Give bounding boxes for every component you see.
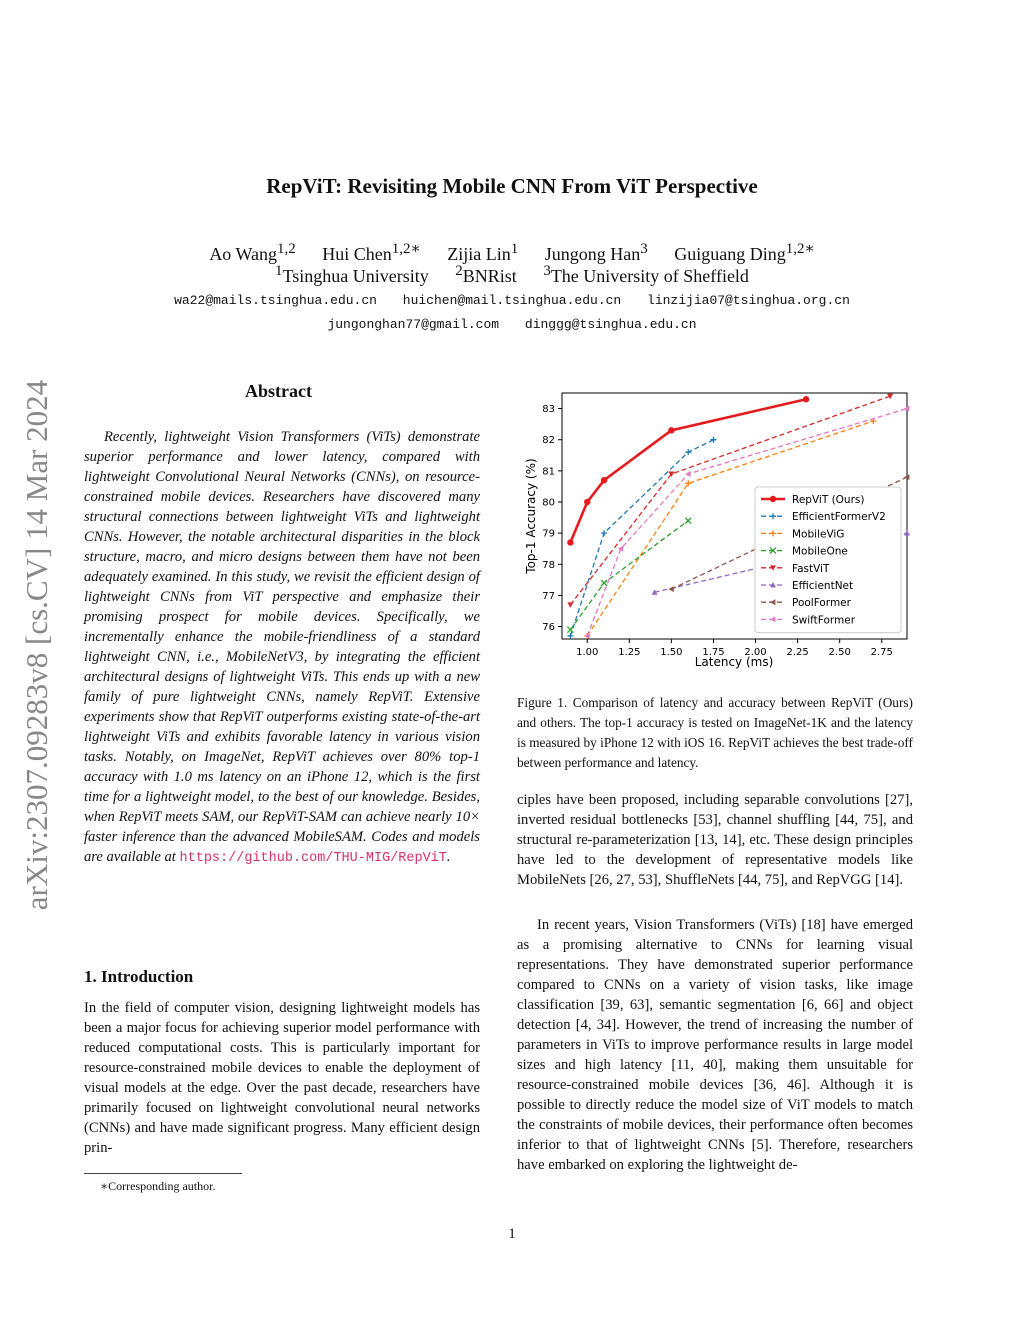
latency-accuracy-chart — [517, 387, 917, 673]
data-point — [567, 627, 573, 633]
data-point — [567, 539, 573, 545]
introduction-heading: 1. Introduction — [84, 967, 194, 986]
arxiv-identifier — [8, 350, 66, 940]
y-axis-ticks — [542, 404, 562, 633]
data-point — [685, 449, 691, 455]
y-tick-label: 77 — [542, 590, 555, 602]
affiliation-1: $^1$Tsinghua University — [275, 263, 429, 286]
data-point — [584, 499, 590, 505]
author-1: Ao Wang$^{1,2}$ — [209, 241, 296, 264]
right-column-paragraph-2: In recent years, Vision Transformers (ViTs) [18] have emerged as a promising alternative to CNNs for learning visual representations. They have demonstrated superior performance compared to CNNs on a variety of vision tasks, like image classification [39, 63], semantic segmentation [6, 66] and object detection [4, 34]. However, the trend of increasing the number of parameters in ViTs to improve performance results in large model sizes and high latency [11, 40], making them unsuitable for resource-constrained mobile devices [36, 46]. Although it is possible to directly reduce the model size of ViT models to match the constraints of mobile devices, their performance often becomes inferior to that of lightweight CNNs [5]. Therefore, researchers have embarked on exploring the lightweight de- — [517, 917, 913, 1173]
legend-label: MobileViG — [792, 528, 845, 541]
author-list — [0, 239, 1024, 265]
email[interactable]: huichen@mail.tsinghua.edu.cn — [402, 293, 622, 308]
abstract-body: Recently, lightweight Vision Transformers (ViTs) demonstrate superior performance and lower latency, compared with lightweight Convolutional Neural Networks (CNNs), on resource-constrained mobile devices. Researchers have discovered many structural connections between lightweight ViTs and lightweight CNNs. However, the notable architectural disparities in the block structure, macro, and micro designs between them have not been adequately examined. In this study, we revisit the efficient design of lightweight CNNs from ViT perspective and emphasize their promising prospect for mobile devices. Specifically, we incrementally enhance the mobile-friendliness of a standard lightweight CNN, i.e., MobileNetV3, by integrating the efficient architectural designs of lightweight ViTs. This ends up with a new family of pure lightweight CNNs, namely RepViT. Extensive experiments show that RepViT outperforms existing state-of-the-art lightweight ViTs and exhibits favorable latency in various vision tasks. Notably, on ImageNet, RepViT achieves over 80% top-1 accuracy with 1.0 ms latency on an iPhone 12, which is the first time for a lightweight model, to the best of our knowledge. Besides, when RepViT meets SAM, our RepViT-SAM can achieve nearly 10× faster inference than the advanced MobileSAM. Codes and models are available at https://github.com/THU-MIG/RepViT. — [84, 429, 480, 866]
y-tick-label: 78 — [542, 559, 555, 571]
arxiv-identifier-text: arXiv:2307.09283v8 [cs.CV] 14 Mar 2024 — [19, 379, 54, 911]
affiliation-2: $^2$BNRist — [455, 263, 517, 286]
legend-marker — [770, 496, 776, 502]
figure-caption: Figure 1. Comparison of latency and accuracy between RepViT (Ours) and others. The top-1 accuracy is tested on ImageNet-1K and the latency is measured by iPhone 12 with iOS 16. RepViT achieves the best trade-off between performance and latency. — [517, 695, 913, 770]
email[interactable]: linzijia07@tsinghua.org.cn — [647, 293, 850, 308]
affiliation-list — [0, 263, 1024, 287]
data-point — [904, 530, 910, 535]
author-5: Guiguang Ding$^{1,2∗}$ — [674, 241, 815, 264]
y-tick-label: 80 — [542, 497, 555, 509]
series-line — [570, 521, 688, 630]
data-point — [685, 518, 691, 524]
email-row-2 — [0, 317, 1024, 332]
x-tick-label: 1.00 — [576, 647, 599, 658]
data-point — [567, 633, 573, 639]
data-point — [803, 396, 809, 402]
page-number: 1 — [508, 1226, 516, 1242]
x-tick-label: 2.25 — [786, 647, 809, 658]
email-row-1 — [0, 293, 1024, 308]
data-point — [601, 530, 607, 536]
y-tick-label: 79 — [542, 528, 555, 540]
series-line — [570, 440, 713, 636]
chart-legend — [755, 487, 901, 633]
x-tick-label: 2.75 — [870, 647, 893, 658]
data-point — [567, 602, 573, 607]
right-column-paragraph-1: ciples have been proposed, including separable convolutions [27], inverted residual bottlenecks [53], channel shuffling [44, 75], and structural re-parameterization [13, 14], etc. These design principles have led to the development of representative models like MobileNets [26, 27, 53], ShuffleNets [44, 75], and RepVGG [14]. — [517, 792, 913, 888]
code-link[interactable]: https://github.com/THU-MIG/RepViT — [179, 851, 447, 866]
legend-label: EfficientFormerV2 — [792, 511, 886, 524]
author-2: Hui Chen$^{1,2∗}$ — [322, 241, 421, 264]
legend-box — [755, 487, 901, 633]
series-mobileone — [567, 518, 691, 633]
y-tick-label: 81 — [542, 466, 555, 478]
abstract-text: Recently, lightweight Vision Transformers (ViTs) demonstrate superior performance and lower latency, compared with lightweight Convolutional Neural Networks (CNNs), on resource-constrained mobile devices. Researchers have discovered many structural connections between lightweight ViTs and lightweight CNNs. However, the notable architectural disparities in the block structure, macro, and micro designs between them have not been adequately examined. In this study, we revisit the efficient design of lightweight CNNs from ViT perspective and emphasize their promising prospect for mobile devices. Specifically, we incrementally enhance the mobile-friendliness of a standard lightweight CNN, i.e., MobileNetV3, by integrating the efficient architectural designs of lightweight ViTs. This ends up with a new family of pure lightweight CNNs, namely RepViT. Extensive experiments show that RepViT outperforms existing state-of-the-art lightweight ViTs and exhibits favorable latency in various vision tasks. Notably, on ImageNet, RepViT achieves over 80% top-1 accuracy with 1.0 ms latency on an iPhone 12, which is the first time for a lightweight model, to the best of our knowledge. Besides, when RepViT meets SAM, our RepViT-SAM can achieve nearly 10× faster inference than the advanced MobileSAM. Codes and models are available at — [84, 429, 480, 865]
y-tick-label: 83 — [542, 404, 555, 416]
introduction-paragraph: In the field of computer vision, designing lightweight models has been a major focus for achieving superior model performance with reduced computational costs. This is particularly important for resource-constrained mobile devices to enable the deployment of visual models at the edge. Over the past decade, researchers have primarily focused on lightweight convolutional neural networks (CNNs) and have made significant progress. Many efficient design prin- — [84, 1000, 480, 1156]
affiliation-3: $^3$The University of Sheffield — [543, 263, 749, 286]
footnote: ∗Corresponding author. — [100, 1179, 216, 1193]
data-point — [710, 437, 716, 443]
data-point — [668, 427, 674, 433]
legend-label: RepViT (Ours) — [792, 494, 865, 506]
email[interactable]: jungonghan77@gmail.com — [327, 317, 500, 332]
x-tick-label: 1.25 — [618, 647, 641, 658]
author-4: Jungong Han$^3$ — [544, 241, 648, 264]
data-point — [685, 471, 690, 477]
legend-label: FastViT — [792, 562, 830, 575]
paper-title: RepViT: Revisiting Mobile CNN From ViT Perspective — [266, 174, 758, 198]
x-axis-label: Latency (ms) — [694, 655, 774, 669]
author-3: Zijia Lin$^1$ — [447, 241, 519, 264]
data-point — [601, 477, 607, 483]
series-efficientformerv2 — [567, 437, 716, 639]
x-tick-label: 2.50 — [828, 647, 851, 658]
email[interactable]: dinggg@tsinghua.edu.cn — [524, 317, 697, 332]
x-tick-label: 2.00 — [744, 647, 767, 658]
x-tick-label: 1.75 — [702, 647, 725, 658]
email[interactable]: wa22@mails.tsinghua.edu.cn — [174, 293, 377, 308]
footnote-rule — [84, 1173, 242, 1174]
abstract-heading: Abstract — [245, 381, 312, 401]
y-tick-label: 76 — [542, 622, 555, 634]
data-point — [601, 580, 607, 586]
legend-label: MobileOne — [792, 545, 848, 558]
x-tick-label: 1.50 — [660, 647, 683, 658]
legend-label: SwiftFormer — [792, 614, 856, 627]
data-point — [668, 586, 673, 592]
y-axis-label: Top-1 Accuracy (%) — [524, 458, 538, 574]
legend-label: PoolFormer — [792, 597, 851, 610]
legend-label: EfficientNet — [792, 580, 854, 592]
y-tick-label: 82 — [542, 435, 555, 447]
